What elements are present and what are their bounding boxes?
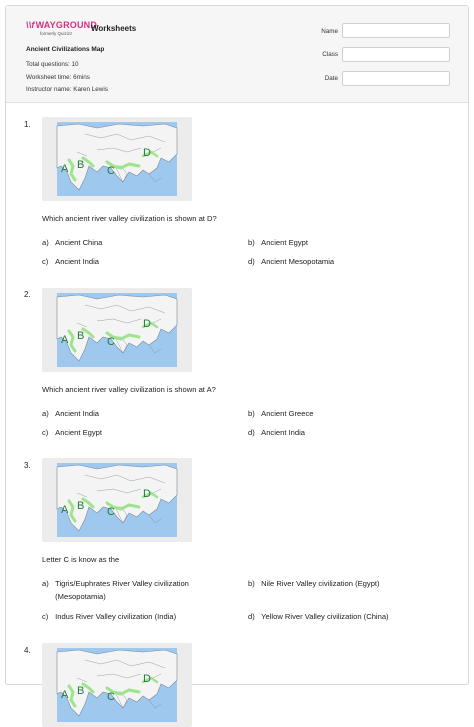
worksheet-header — [6, 6, 468, 103]
question-4-number: 4. — [24, 646, 31, 655]
svg-text:B: B — [77, 330, 85, 342]
svg-text:A: A — [61, 504, 69, 516]
instructor-name: Instructor name: Karen Lewis — [26, 86, 108, 93]
question-2-option-d[interactable]: d) Ancient India — [248, 428, 306, 437]
question-2-option-b[interactable]: b) Ancient Greece — [248, 409, 314, 418]
svg-text:C: C — [107, 691, 115, 703]
svg-text:B: B — [77, 500, 85, 512]
svg-text:C: C — [107, 165, 115, 177]
question-1-option-a[interactable]: a) Ancient China — [42, 238, 103, 247]
question-1-option-d[interactable]: d) Ancient Mesopotamia — [248, 257, 335, 266]
question-2-map — [42, 288, 192, 372]
svg-text:D: D — [143, 488, 151, 500]
question-3-option-a[interactable]: a) Tigris/Euphrates River Valley civilization (Mesopotamia) — [42, 579, 189, 601]
question-4-map — [42, 643, 192, 727]
question-3-option-b[interactable]: b) Nile River Valley civilization (Egypt) — [248, 579, 380, 588]
svg-text:A: A — [61, 689, 69, 701]
question-1-map — [42, 117, 192, 201]
class-label: Class — [322, 51, 338, 58]
question-1-option-c[interactable]: c) Ancient India — [42, 257, 100, 266]
question-3-option-c[interactable]: c) Indus River Valley civilization (India) — [42, 612, 177, 621]
question-1-number: 1. — [24, 120, 31, 129]
svg-text:D: D — [143, 147, 151, 159]
date-field[interactable] — [342, 71, 450, 86]
logo-subtitle: formerly Quizizz — [40, 31, 73, 36]
question-2-option-c[interactable]: c) Ancient Egypt — [42, 428, 102, 437]
svg-text:D: D — [143, 318, 151, 330]
svg-text:B: B — [77, 685, 85, 697]
svg-text:C: C — [107, 336, 115, 348]
question-1-option-b[interactable]: b) Ancient Egypt — [248, 238, 308, 247]
name-label: Name — [321, 28, 338, 35]
app-name: Worksheets — [91, 24, 137, 33]
svg-text:A: A — [61, 334, 69, 346]
class-field[interactable] — [342, 47, 450, 62]
wayground-logo — [26, 20, 98, 40]
question-3-option-d[interactable]: d) Yellow River Valley civilization (China) — [248, 612, 389, 621]
total-questions: Total questions: 10 — [26, 61, 79, 68]
svg-text:D: D — [143, 673, 151, 685]
svg-text:B: B — [77, 159, 85, 171]
name-field[interactable] — [342, 23, 450, 38]
svg-text:C: C — [107, 506, 115, 518]
question-3-text: Letter C is know as the — [42, 555, 120, 564]
question-1-text: Which ancient river valley civilization is shown at D? — [42, 214, 217, 223]
question-3-number: 3. — [24, 461, 31, 470]
date-label: Date — [324, 75, 338, 82]
question-2-text: Which ancient river valley civilization is shown at A? — [42, 385, 216, 394]
worksheet-title: Ancient Civilizations Map — [26, 46, 105, 53]
question-2-number: 2. — [24, 290, 31, 299]
question-2-option-a[interactable]: a) Ancient India — [42, 409, 100, 418]
question-3-map — [42, 458, 192, 542]
worksheet-time: Worksheet time: 6mins — [26, 74, 90, 81]
svg-text:A: A — [61, 163, 69, 175]
logo-wordmark: \\fWAYGROUND — [26, 20, 98, 30]
worksheet-page — [5, 5, 469, 703]
